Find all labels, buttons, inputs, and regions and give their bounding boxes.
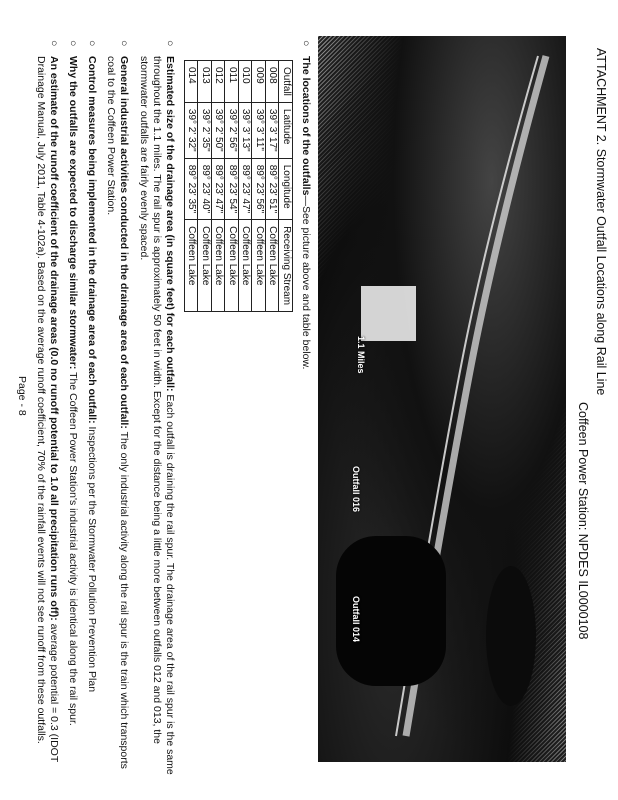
list-item: ○ Control measures being implemented in the drainage area of each outfall: Inspections per the Stormwater Pollution Prevention Plan bbox=[86, 40, 99, 693]
table-row: 014 39° 2' 32" 89° 23' 35" Coffeen Lake bbox=[184, 61, 198, 312]
list-item: ○ An estimate of the runoff coefficient of the drainage areas (0.0 no runoff potential to 1.0 all precipitation runs off): average potential = 0.3 (IDOT Drainage Manual, July 2011, Table 4-102a). Based on the average runoff coefficient, 70% of the rainfall events will not see runoff from these outfalls. bbox=[34, 40, 60, 763]
attachment-title: ATTACHMENT 2. Stormwater Outfall Locations along Rail Line bbox=[594, 48, 608, 396]
table-row: 010 39° 3' 13" 89° 23' 47" Coffeen Lake bbox=[238, 61, 252, 312]
table-row: 013 39° 2' 35" 89° 23' 40" Coffeen Lake bbox=[198, 61, 212, 312]
outfall-label: Outfall 014 bbox=[351, 596, 361, 643]
table-header-row: Outfall Latitude Longitude Receiving Stream bbox=[279, 61, 293, 312]
table-row: 012 39° 2' 50" 89° 23' 47" Coffeen Lake bbox=[211, 61, 225, 312]
outfall-label: Outfall 016 bbox=[351, 466, 361, 513]
bullet-icon: ○ bbox=[48, 40, 60, 47]
station-title: Coffeen Power Station: NPDES IL0000108 bbox=[576, 402, 590, 640]
outfall-info-list bbox=[28, 40, 312, 780]
bullet-icon: ○ bbox=[67, 40, 80, 47]
list-item: ○ The locations of the outfalls—See picture above and table below. bbox=[300, 40, 312, 370]
page-number: Page - 8 bbox=[16, 376, 28, 416]
aerial-photo bbox=[318, 36, 566, 762]
table-row: 008 39° 3' 17" 89° 23' 51" Coffeen Lake bbox=[265, 61, 279, 312]
table-row: 009 39° 3' 11" 89° 23' 56" Coffeen Lake bbox=[252, 61, 266, 312]
bullet-icon: ○ bbox=[118, 40, 131, 47]
distance-label: 1.1 Miles bbox=[356, 336, 366, 374]
aerial-photo-overlay bbox=[318, 36, 566, 762]
outfall-table bbox=[184, 60, 293, 312]
list-item: ○ General industrial activities conducted in the drainage area of each outfall: The only industrial activity along the rail spur is the train which transports coal to the Coffeen Power Station. bbox=[105, 40, 131, 769]
list-item: ○ Why the outfalls are expected to discharge similar stormwater: The Coffeen Power Station's industrial activity is identical along the rail spur. bbox=[67, 40, 80, 726]
bullet-icon: ○ bbox=[86, 40, 99, 47]
bullet-icon: ○ bbox=[300, 40, 312, 47]
bullet-icon: ○ bbox=[163, 40, 176, 47]
table-row: 011 39° 2' 56" 89° 23' 54" Coffeen Lake bbox=[225, 61, 239, 312]
list-item: ○ Estimated size of the drainage area (in square feet) for each outfall: Each outfall is draining the rail spur. The drainage area of the rail spur is the same throughout the 1.1 miles. The rail spur is approximately 50 feet in width. Except for the distance being a little more between outfalls 012 and 013, the stormwater outfalls are fairly evenly spaced. bbox=[137, 40, 176, 775]
